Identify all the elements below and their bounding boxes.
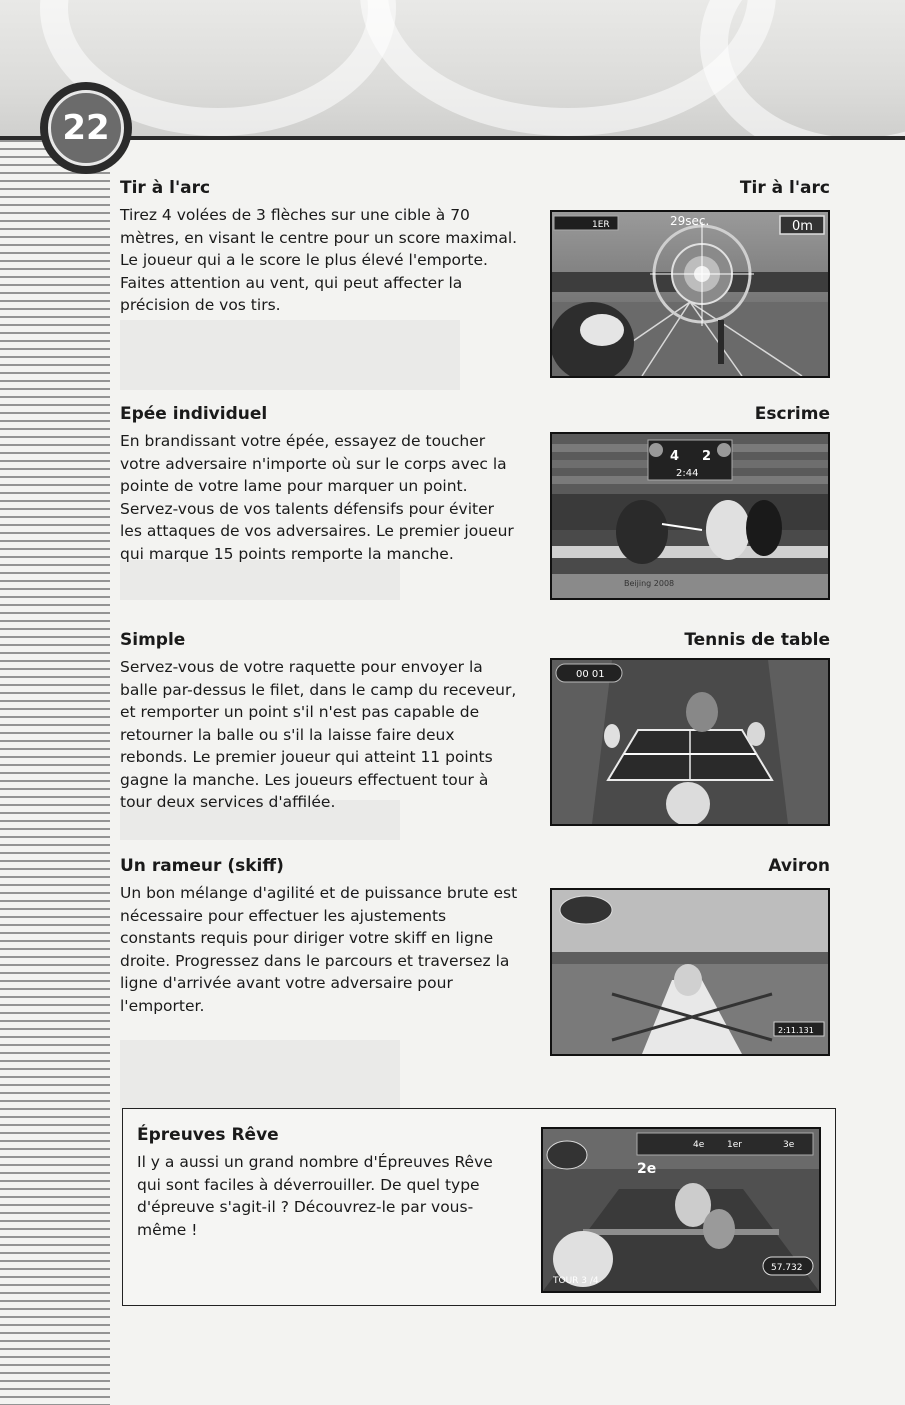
dream-events-box (122, 1108, 836, 1306)
left-stripe-decoration (0, 140, 110, 1405)
section-sport-label: Escrime (754, 404, 830, 424)
section-sport-label: Aviron (768, 856, 830, 876)
fencing-screenshot (550, 432, 830, 600)
header-swirl-decoration (700, 0, 905, 140)
dream-rank-a: 4e (693, 1140, 705, 1150)
header-rule (0, 136, 905, 140)
fencing-score-left: 4 (670, 449, 680, 464)
section-text: Tirez 4 volées de 3 flèches sur une cible à 70 mètres, en visant le centre pour un score maximal. Le joueur qui a le score le plus élevé l'emporte. Faites attention au vent, qui peut affecter la précision de vos tirs. (120, 206, 518, 314)
dream-events-screenshot (541, 1127, 821, 1293)
section-title: Epée individuel (120, 404, 268, 424)
page-number-badge-inner (48, 90, 124, 166)
page-number-badge (40, 82, 132, 174)
section-title: Simple (120, 630, 186, 650)
rowing-timer: 2:11.131 (778, 1026, 814, 1035)
page-number: 22 (62, 108, 110, 148)
section-title: Tir à l'arc (120, 178, 211, 198)
archery-timer: 29sec. (670, 214, 710, 228)
section-table-tennis (120, 630, 830, 830)
section-rowing (120, 856, 830, 1056)
fencing-score-right: 2 (702, 449, 712, 464)
fencing-timer: 2:44 (676, 468, 699, 479)
dream-rank-d: 2e (637, 1161, 657, 1177)
archery-wind-distance: 0m (792, 219, 813, 234)
section-archery (120, 178, 830, 378)
section-text: Servez-vous de votre raquette pour envoyer la balle par-dessus le filet, dans le camp du receveur, et remporter un point s'il n'est pas capable de retourner la balle ou s'il la laisse faire deux rebonds. Le premier joueur qui atteint 11 points gagne la manche. Les joueurs effectuent tour à tour deux services d'affilée. (120, 658, 517, 811)
archery-rank: 1ER (592, 220, 610, 230)
dream-rank-b: 1er (727, 1140, 742, 1150)
fencing-venue-banner: Beijing 2008 (624, 579, 675, 588)
section-text: En brandissant votre épée, essayez de toucher votre adversaire n'importe où sur le corps avec la pointe de votre lame pour marquer un point. Servez-vous de vos talents défensifs pour éviter les attaques de vos adversaires. Le premier joueur qui marque 15 points remporte la manche. (120, 432, 514, 563)
table-tennis-score: 00 01 (576, 669, 605, 680)
dream-events-title: Épreuves Rêve (137, 1125, 279, 1145)
dream-lap-counter: TOUR 3 /4 (553, 1276, 599, 1286)
section-fencing (120, 404, 830, 604)
dream-events-text: Il y a aussi un grand nombre d'Épreuves Rêve qui sont faciles à déverrouiller. De quel type d'épreuve s'agit-il ? Découvrez-le par vous-même ! (137, 1153, 493, 1239)
dream-rank-c: 3e (783, 1140, 795, 1150)
section-sport-label: Tennis de table (684, 630, 830, 650)
table-tennis-screenshot (550, 658, 830, 826)
section-text: Un bon mélange d'agilité et de puissance brute est nécessaire pour effectuer les ajustements constants requis pour diriger votre skiff en ligne droite. Progressez dans le parcours et traversez la ligne d'arrivée avant votre adversaire pour l'emporter. (120, 884, 518, 1015)
rowing-screenshot (550, 888, 830, 1056)
archery-screenshot (550, 210, 830, 378)
header-band (0, 0, 905, 140)
dream-timer: 57.732 (771, 1263, 803, 1273)
section-title: Un rameur (skiff) (120, 856, 284, 876)
section-sport-label: Tir à l'arc (739, 178, 830, 198)
